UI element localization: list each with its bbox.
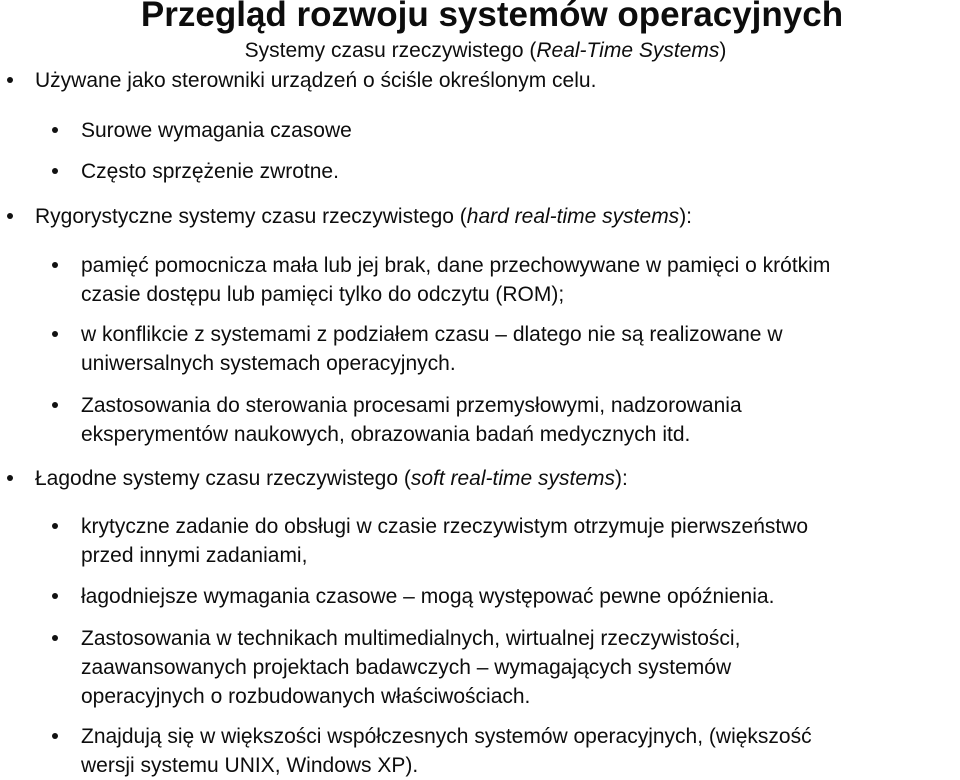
list-item-soft-apps (81, 624, 740, 711)
hard-suffix: ): (679, 205, 693, 228)
list-item-feedback (81, 157, 339, 186)
soft-prefix: Łagodne systemy czasu rzeczywistego ( (35, 467, 411, 490)
bullet-icon (52, 402, 58, 408)
list-item-soft-rt (35, 464, 628, 493)
subtitle-suffix: ) (719, 39, 727, 62)
list-item-text: Używane jako sterowniki urządzeń o ściśle określonym celu. (35, 69, 597, 92)
bullet-icon (52, 635, 58, 641)
list-item-line: Znajdują się w większości współczesnych systemów operacyjnych, (większość (81, 725, 812, 748)
list-item-timing (81, 116, 352, 145)
list-item-text (35, 202, 692, 231)
list-item-line: w konflikcie z systemami z podziałem czasu – dlatego nie są realizowane w (81, 323, 783, 346)
bullet-icon (7, 77, 13, 83)
list-item-text (35, 464, 628, 493)
list-item-line: czasie dostępu lub pamięci tylko do odczytu (ROM); (81, 283, 565, 306)
list-item-line: krytyczne zadanie do obsługi w czasie rzeczywistym otrzymuje pierwszeństwo (81, 515, 809, 538)
bullet-icon (52, 523, 58, 529)
list-item-soft-priority (81, 512, 808, 570)
list-item-hard-apps (81, 391, 742, 449)
bullet-icon (52, 127, 58, 133)
list-item-line: zaawansowanych projektach badawczych – wymagających systemów (81, 656, 732, 679)
list-item-soft-delay (81, 582, 774, 611)
hard-prefix: Rygorystyczne systemy czasu rzeczywistego ( (35, 205, 467, 228)
list-item-line: pamięć pomocnicza mała lub jej brak, dane przechowywane w pamięci o krótkim (81, 254, 831, 277)
hard-italic: hard real-time systems (466, 205, 680, 228)
bullet-icon (52, 168, 58, 174)
list-item-hard-conflict (81, 320, 782, 378)
list-item-line: Zastosowania do sterowania procesami przemysłowymi, nadzorowania (81, 394, 742, 417)
bullet-icon (7, 213, 13, 219)
list-item-line: Zastosowania w technikach multimedialnych, wirtualnej rzeczywistości, (81, 627, 741, 650)
list-item-text: Często sprzężenie zwrotne. (81, 160, 339, 183)
list-item-soft-modern (81, 722, 812, 780)
list-item-usage (35, 66, 596, 95)
list-item-line: wersji systemu UNIX, Windows XP). (81, 754, 419, 777)
soft-suffix: ): (615, 467, 628, 490)
bullet-icon (52, 593, 58, 599)
list-item-line: operacyjnych o rozbudowanych właściwościach. (81, 685, 531, 708)
subtitle-prefix: Systemy czasu rzeczywistego ( (244, 39, 537, 62)
list-item-text: Surowe wymagania czasowe (81, 119, 352, 142)
list-item-hard-memory (81, 251, 830, 309)
bullet-icon (52, 331, 58, 337)
page-subtitle (0, 37, 960, 65)
list-item-text: łagodniejsze wymagania czasowe – mogą występować pewne opóźnienia. (81, 585, 775, 608)
soft-italic: soft real-time systems (410, 467, 616, 490)
list-item-line: przed innymi zadaniami, (81, 544, 308, 567)
bullet-icon (52, 733, 58, 739)
bullet-icon (52, 262, 58, 268)
subtitle-italic: Real-Time Systems (536, 39, 720, 62)
list-item-line: uniwersalnych systemach operacyjnych. (81, 352, 456, 375)
list-item-line: eksperymentów naukowych, obrazowania badań medycznych itd. (81, 423, 691, 446)
list-item-hard-rt (35, 202, 692, 231)
bullet-icon (7, 475, 13, 481)
page-title: Przegląd rozwoju systemów operacyjnych (140, 0, 844, 34)
